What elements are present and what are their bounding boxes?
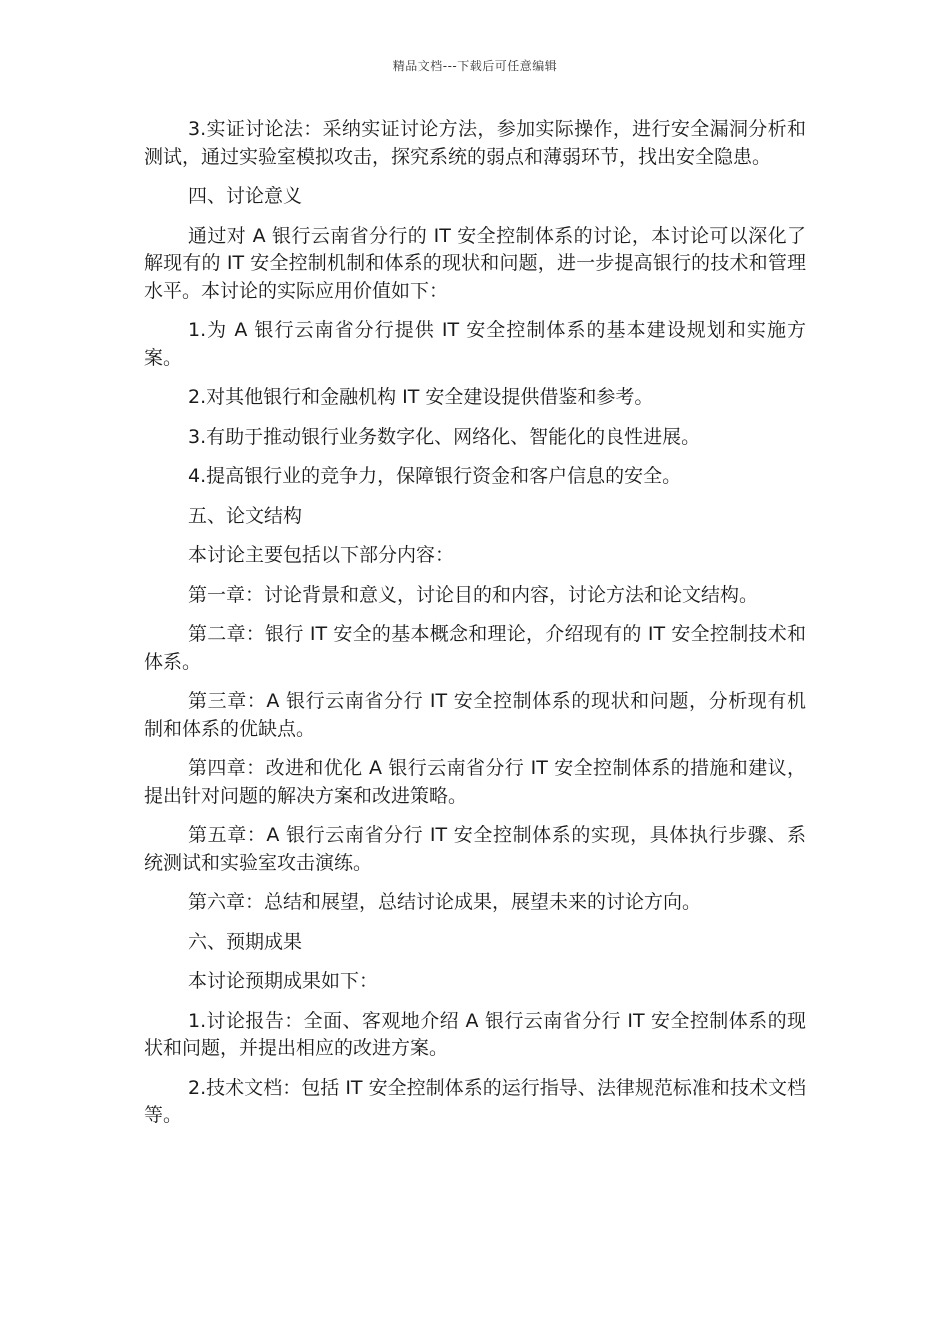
list-item-result-2: 2.技术文档：包括 IT 安全控制体系的运行指导、法律规范标准和技术文档等。 (144, 1076, 806, 1126)
section-heading-significance: 四、讨论意义 (188, 185, 303, 207)
paragraph-significance: 通过对 A 银行云南省分行的 IT 安全控制体系的讨论，本讨论可以深化了解现有的 IT 安全控制机制和体系的现状和问题，进一步提高银行的技术和管理水平。本讨论的实际应用价值如下： (144, 224, 806, 302)
list-item-value-2: 2.对其他银行和金融机构 IT 安全建设提供借鉴和参考。 (188, 386, 654, 408)
page-header: 精品文档---下载后可任意编辑 (392, 59, 558, 73)
chapter-2: 第二章：银行 IT 安全的基本概念和理论，介绍现有的 IT 安全控制技术和体系。 (144, 623, 806, 673)
chapter-5: 第五章：A 银行云南省分行 IT 安全控制体系的实现，具体执行步骤、系统测试和实验室攻击演练。 (144, 824, 806, 874)
list-item-result-1: 1.讨论报告：全面、客观地介绍 A 银行云南省分行 IT 安全控制体系的现状和问题，并提出相应的改进方案。 (144, 1009, 806, 1059)
list-item-value-3: 3.有助于推动银行业务数字化、网络化、智能化的良性进展。 (188, 425, 701, 448)
list-item-value-1: 1.为 A 银行云南省分行提供 IT 安全控制体系的基本建设规划和实施方案。 (144, 319, 806, 369)
section-heading-expected-results: 六、预期成果 (188, 930, 303, 953)
paragraph-research-method-3: 3.实证讨论法：采纳实证讨论方法，参加实际操作，进行安全漏洞分析和测试，通过实验室模拟攻击，探究系统的弱点和薄弱环节，找出安全隐患。 (144, 118, 806, 168)
chapter-4: 第四章：改进和优化 A 银行云南省分行 IT 安全控制体系的措施和建议，提出针对问题的解决方案和改进策略。 (144, 757, 806, 807)
chapter-6: 第六章：总结和展望，总结讨论成果，展望未来的讨论方向。 (188, 891, 702, 913)
list-item-value-4: 4.提高银行业的竞争力，保障银行资金和客户信息的安全。 (188, 465, 682, 487)
chapter-3: 第三章：A 银行云南省分行 IT 安全控制体系的现状和问题，分析现有机制和体系的优缺点。 (144, 690, 806, 740)
section-heading-structure: 五、论文结构 (188, 504, 303, 527)
paragraph-structure-intro: 本讨论主要包括以下部分内容： (188, 544, 455, 566)
chapter-1: 第一章：讨论背景和意义，讨论目的和内容，讨论方法和论文结构。 (188, 583, 759, 606)
document-body (144, 116, 806, 1142)
paragraph-expected-intro: 本讨论预期成果如下： (188, 970, 379, 992)
